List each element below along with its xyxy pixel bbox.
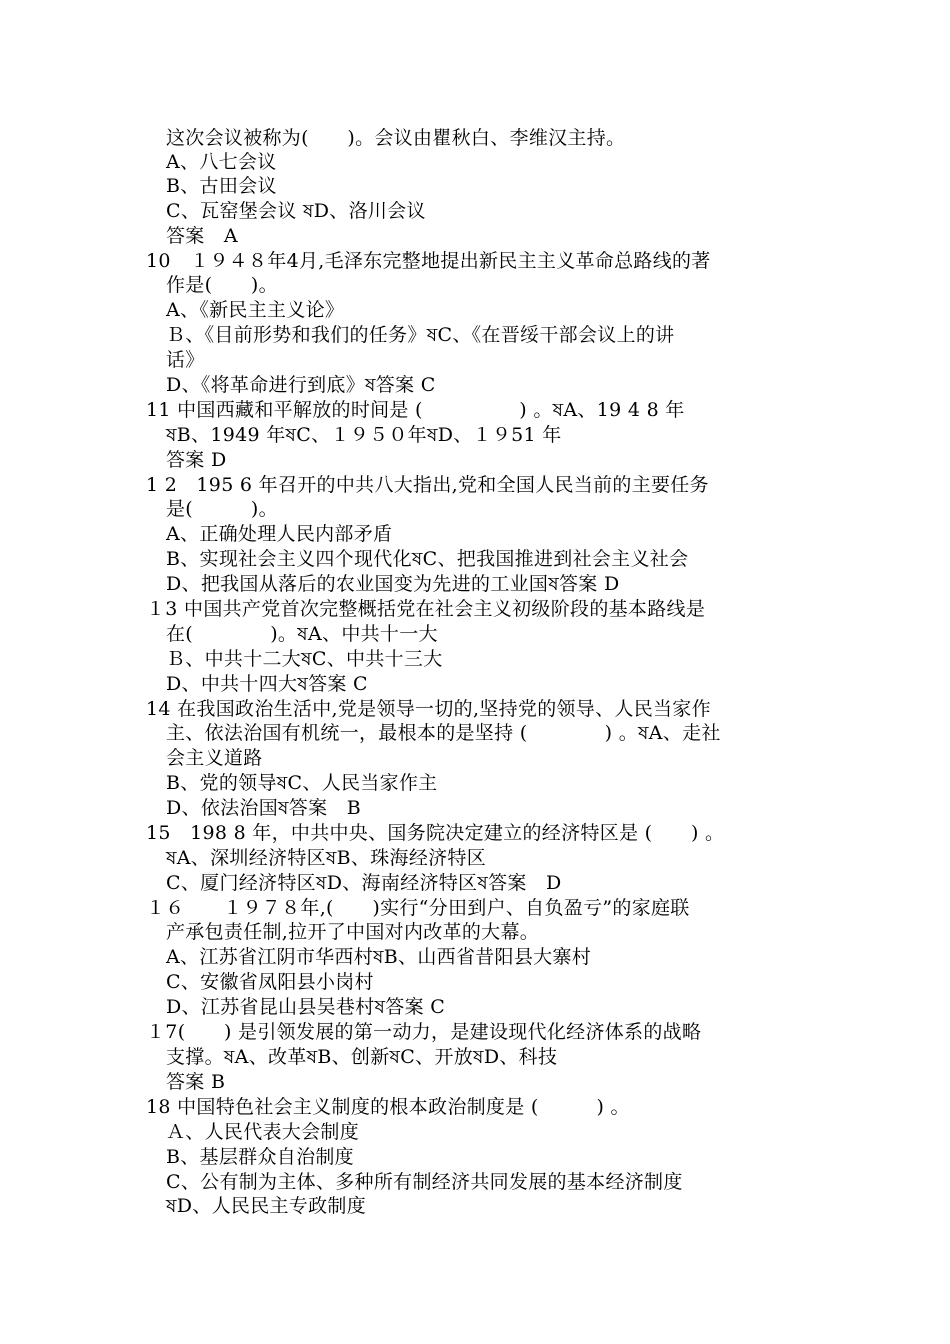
text-line: 1 2 195 6 年召开的中共八大指出,党和全国人民当前的主要任务 (146, 474, 709, 496)
text-line: ষB、1949 年ষC、１９５０年ষD、１９51 年 (166, 424, 562, 446)
text-line: １６ １９７８年,( )实行“分田到户、自负盈亏”的家庭联 (146, 897, 690, 919)
text-line: 11 中国西藏和平解放的时间是 ( ) 。ষA、19 4 8 年 (146, 399, 685, 421)
text-line: 作是( )。 (166, 274, 278, 296)
text-line: D、把我国从落后的农业国变为先进的工业国ষ答案 D (166, 573, 620, 595)
text-line: A、正确处理人民内部矛盾 (166, 523, 393, 545)
text-line: 10 １９４８年4月,毛泽东完整地提出新民主主义革命总路线的著 (146, 250, 711, 272)
text-line: 在( )。ষA、中共十一大 (166, 623, 438, 645)
text-line: B、古田会议 (166, 175, 277, 197)
text-line: 14 在我国政治生活中,党是领导一切的,坚持党的领导、人民当家作 (146, 698, 711, 720)
text-line: 主、依法治国有机统一，最根本的是坚持 ( ) 。ষA、走社 (166, 722, 721, 744)
text-line: 15 198 8 年，中共中央、国务院决定建立的经济特区是 ( ) 。 (146, 822, 725, 844)
text-line: C、厦门经济特区ষD、海南经济特区ষ答案 D (166, 872, 562, 894)
text-line: 是( )。 (166, 498, 278, 520)
text-line: 答案 D (166, 449, 227, 471)
text-line: D、江苏省昆山县吴巷村ষ答案 C (166, 996, 446, 1018)
text-line: A、江苏省江阴市华西村ষB、山西省昔阳县大寨村 (166, 946, 592, 968)
text-line: Ａ、人民代表大会制度 (166, 1121, 360, 1143)
text-line: １3 中国共产党首次完整概括党在社会主义初级阶段的基本路线是 (146, 598, 706, 620)
text-line: Ｂ、《目前形势和我们的任务》ষC、《在晋绥干部会议上的讲 (166, 324, 675, 346)
text-line: 支撑。ষA、改革ষB、创新ষC、开放ষD、科技 (166, 1046, 558, 1068)
text-line: 答案 B (166, 1071, 226, 1093)
text-line: 会主义道路 (166, 747, 263, 769)
text-line: ষA、深圳经济特区ষB、珠海经济特区 (166, 847, 487, 869)
text-line: Ｂ、中共十二大ষC、中共十三大 (166, 648, 443, 670)
text-line: 答案 A (166, 225, 238, 247)
text-line: D、依法治国ষ答案 B (166, 797, 361, 819)
text-line: １7( ) 是引领发展的第一动力，是建设现代化经济体系的战略 (146, 1021, 702, 1043)
text-line: B、基层群众自治制度 (166, 1146, 354, 1168)
text-line: B、党的领导ষC、人民当家作主 (166, 772, 438, 794)
text-line: 产承包责任制,拉开了中国对内改革的大幕。 (166, 921, 540, 943)
text-line: 18 中国特色社会主义制度的根本政治制度是 ( ) 。 (146, 1096, 630, 1118)
text-line: D、《将革命进行到底》ষ答案 C (166, 374, 436, 396)
text-line: B、实现社会主义四个现代化ষC、把我国推进到社会主义社会 (166, 548, 689, 570)
text-line: C、安徽省凤阳县小岗村 (166, 971, 374, 993)
text-line: C、公有制为主体、多种所有制经济共同发展的基本经济制度 (166, 1171, 683, 1193)
text-line: ষD、人民民主专政制度 (166, 1195, 367, 1217)
text-line: 这次会议被称为( )。会议由瞿秋白、李维汉主持。 (166, 127, 626, 149)
text-line: A、《新民主主义论》 (166, 299, 345, 321)
text-line: 话》 (166, 349, 205, 371)
text-line: C、瓦窑堡会议 ষD、洛川会议 (166, 200, 426, 222)
text-line: A、八七会议 (166, 151, 277, 173)
text-line: D、中共十四大ষ答案 C (166, 673, 368, 695)
